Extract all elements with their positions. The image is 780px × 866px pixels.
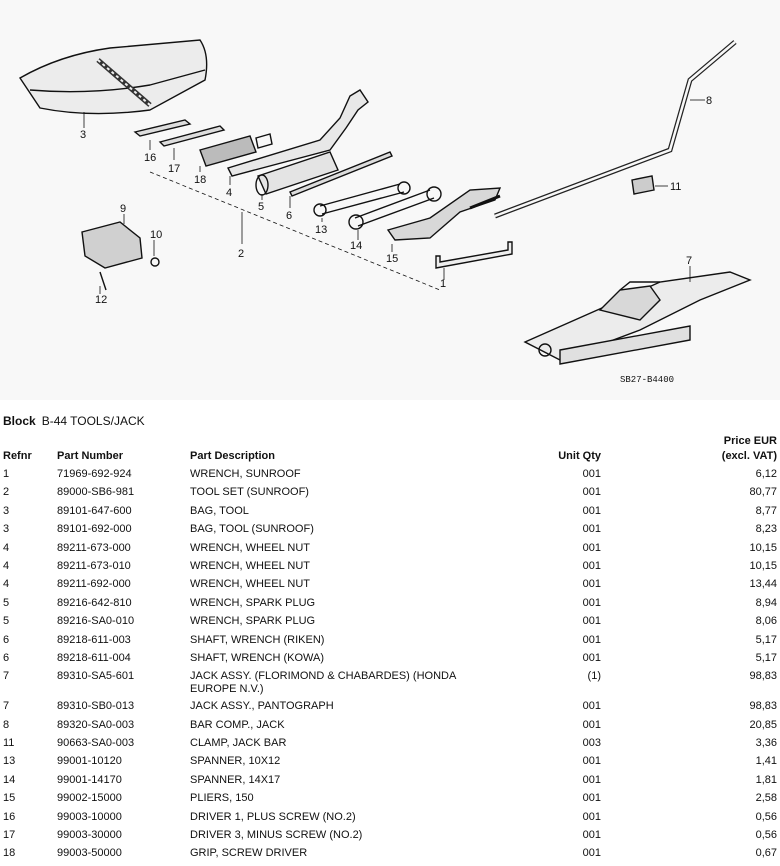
callout-8: 8 [706, 95, 713, 107]
callout-3: 3 [80, 129, 87, 141]
cell-description: CLAMP, JACK BAR [190, 737, 287, 750]
cell-part-number: 89218-611-003 [57, 633, 131, 646]
callout-5: 5 [258, 201, 265, 213]
cell-unit-qty: 001 [582, 633, 601, 646]
block-heading [3, 414, 145, 428]
table-row [0, 698, 780, 716]
cell-price: 80,77 [749, 486, 777, 499]
cell-part-number: 71969-692-924 [57, 468, 132, 480]
cell-price: 5,17 [755, 633, 777, 646]
cell-part-number: 89211-673-000 [57, 541, 131, 554]
table-row [0, 558, 780, 576]
cell-part-number: 89211-673-010 [57, 559, 131, 572]
table-row [0, 735, 780, 753]
cell-refnr: 16 [3, 810, 16, 823]
cell-description: PLIERS, 150 [190, 792, 254, 805]
cell-description: GRIP, SCREW DRIVER [190, 847, 308, 860]
callout-13: 13 [315, 224, 328, 236]
cell-price: 10,15 [749, 559, 777, 572]
cell-part-number: 99001-10120 [57, 755, 122, 768]
table-row [0, 613, 780, 631]
callout-7: 7 [686, 255, 693, 267]
cell-price: 20,85 [749, 718, 777, 731]
cell-unit-qty: 001 [582, 755, 601, 768]
table-row [0, 503, 780, 521]
cell-unit-qty: 001 [582, 468, 601, 480]
cell-part-number: 99003-50000 [57, 847, 122, 860]
callout-18: 18 [194, 174, 207, 186]
cell-unit-qty: 001 [582, 578, 601, 591]
cell-unit-qty: 001 [582, 773, 601, 786]
cell-description: JACK ASSY., PANTOGRAPH [190, 700, 334, 713]
cell-description: TOOL SET (SUNROOF) [190, 486, 309, 499]
cell-description: BAG, TOOL (SUNROOF) [190, 523, 314, 536]
cell-description: BAG, TOOL [190, 504, 249, 517]
diagram-code: SB27-B4400 [620, 375, 675, 385]
cell-refnr: 17 [3, 829, 16, 842]
cell-price: 2,58 [755, 792, 777, 805]
table-row [0, 466, 780, 484]
cell-refnr: 8 [3, 718, 10, 731]
cell-unit-qty: 001 [582, 718, 601, 731]
callout-6: 6 [286, 210, 293, 222]
cell-description: SHAFT, WRENCH (KOWA) [190, 651, 325, 664]
cell-unit-qty: 001 [582, 615, 601, 628]
cell-refnr: 3 [3, 504, 10, 517]
cell-refnr: 3 [3, 523, 10, 536]
cell-part-number: 89211-692-000 [57, 578, 131, 591]
header-price-line1: Price EUR [723, 435, 777, 447]
cell-description: SPANNER, 10X12 [190, 755, 281, 768]
table-row [0, 595, 780, 613]
table-row [0, 809, 780, 827]
cell-refnr: 4 [3, 541, 10, 554]
header-price-line2: (excl. VAT) [721, 450, 777, 462]
cell-refnr: 4 [3, 559, 10, 572]
callout-1: 1 [440, 278, 447, 290]
cell-price: 0,67 [755, 847, 777, 860]
cell-price: 3,36 [755, 737, 777, 750]
callout-11: 11 [670, 181, 682, 193]
cell-description: WRENCH, SPARK PLUG [190, 596, 316, 609]
cell-price: 10,15 [749, 541, 777, 554]
cell-price: 1,81 [755, 773, 777, 786]
cell-price: 13,44 [749, 578, 777, 591]
callout-14: 14 [350, 240, 363, 252]
parts-table [0, 434, 780, 864]
cell-refnr: 1 [3, 468, 10, 480]
cell-part-number: 89000-SB6-981 [57, 486, 135, 499]
cell-part-number: 89216-SA0-010 [57, 615, 135, 628]
cell-part-number: 99003-10000 [57, 810, 122, 823]
cell-price: 98,83 [749, 700, 777, 713]
cell-refnr: 6 [3, 633, 10, 646]
cell-part-number: 89101-647-600 [57, 504, 132, 517]
cell-price: 8,77 [755, 504, 777, 517]
cell-part-number: 89310-SA5-601 [57, 670, 135, 683]
cell-unit-qty: 001 [582, 810, 601, 823]
cell-refnr: 14 [3, 773, 16, 786]
cell-part-number: 89101-692-000 [57, 523, 132, 536]
table-row [0, 576, 780, 594]
cell-description: JACK ASSY. (FLORIMOND & CHABARDES) (HONDA EUROPE N.V.) [190, 670, 456, 695]
table-row [0, 753, 780, 771]
cell-refnr: 6 [3, 651, 10, 664]
cell-part-number: 99003-30000 [57, 829, 122, 842]
cell-refnr: 5 [3, 596, 10, 609]
cell-unit-qty: 001 [582, 700, 601, 713]
header-part-number: Part Number [57, 450, 124, 462]
cell-price: 8,06 [755, 615, 777, 628]
cell-unit-qty: 001 [582, 792, 601, 805]
block-value: B-44 TOOLS/JACK [41, 414, 145, 428]
cell-price: 8,23 [755, 523, 777, 536]
cell-refnr: 5 [3, 615, 10, 628]
cell-price: 98,83 [749, 670, 777, 683]
table-row [0, 790, 780, 808]
cell-description: WRENCH, WHEEL NUT [190, 578, 310, 591]
parts-diagram [0, 0, 780, 400]
table-row [0, 484, 780, 502]
cell-unit-qty: (1) [587, 670, 601, 683]
cell-unit-qty: 001 [582, 523, 601, 536]
cell-price: 6,12 [755, 468, 777, 480]
header-unit-qty: Unit Qty [558, 450, 601, 462]
table-row [0, 845, 780, 863]
cell-description: SHAFT, WRENCH (RIKEN) [190, 633, 325, 646]
table-header-row [0, 434, 780, 466]
cell-unit-qty: 001 [582, 559, 601, 572]
cell-description: DRIVER 3, MINUS SCREW (NO.2) [190, 829, 363, 842]
cell-description: DRIVER 1, PLUS SCREW (NO.2) [190, 810, 356, 823]
cell-description: WRENCH, WHEEL NUT [190, 559, 310, 572]
cell-unit-qty: 003 [582, 737, 601, 750]
callout-17: 17 [168, 163, 181, 175]
cell-description: BAR COMP., JACK [190, 718, 285, 731]
table-body [0, 466, 780, 864]
cell-unit-qty: 001 [582, 486, 601, 499]
cell-price: 5,17 [755, 651, 777, 664]
cell-refnr: 4 [3, 578, 10, 591]
cell-description: SPANNER, 14X17 [190, 773, 281, 786]
cell-unit-qty: 001 [582, 847, 601, 860]
header-price [606, 434, 780, 466]
cell-unit-qty: 001 [582, 541, 601, 554]
cell-price: 0,56 [755, 810, 777, 823]
table-row [0, 540, 780, 558]
callout-16: 16 [144, 152, 157, 164]
table-row [0, 668, 780, 698]
cell-unit-qty: 001 [582, 651, 601, 664]
cell-refnr: 2 [3, 486, 10, 499]
cell-refnr: 11 [3, 737, 15, 750]
callout-10: 10 [150, 229, 163, 241]
table-row [0, 632, 780, 650]
cell-part-number: 99001-14170 [57, 773, 122, 786]
cell-refnr: 15 [3, 792, 16, 805]
cell-part-number: 90663-SA0-003 [57, 737, 135, 750]
cell-part-number: 89218-611-004 [57, 651, 131, 664]
table-row [0, 650, 780, 668]
cell-refnr: 7 [3, 700, 10, 713]
cell-refnr: 7 [3, 670, 10, 683]
cell-description: WRENCH, SPARK PLUG [190, 615, 316, 628]
cell-description: WRENCH, SUNROOF [190, 468, 301, 480]
table-row [0, 521, 780, 539]
cell-description: WRENCH, WHEEL NUT [190, 541, 310, 554]
cell-part-number: 89310-SB0-013 [57, 700, 135, 713]
cell-part-number: 89320-SA0-003 [57, 718, 135, 731]
callout-9: 9 [120, 203, 127, 215]
header-refnr: Refnr [3, 450, 32, 462]
cell-price: 1,41 [755, 755, 777, 768]
cell-unit-qty: 001 [582, 596, 601, 609]
cell-price: 8,94 [755, 596, 777, 609]
table-row [0, 772, 780, 790]
table-row [0, 827, 780, 845]
header-part-description: Part Description [190, 450, 275, 462]
cell-part-number: 89216-642-810 [57, 596, 132, 609]
cell-price: 0,56 [755, 829, 777, 842]
block-label: Block [3, 414, 36, 428]
cell-unit-qty: 001 [582, 504, 601, 517]
cell-part-number: 99002-15000 [57, 792, 122, 805]
callout-2: 2 [238, 248, 245, 260]
table-row [0, 717, 780, 735]
cell-unit-qty: 001 [582, 829, 601, 842]
cell-refnr: 13 [3, 755, 16, 768]
callout-4: 4 [226, 187, 233, 199]
callout-12: 12 [95, 294, 108, 306]
cell-refnr: 18 [3, 847, 16, 860]
callout-15: 15 [386, 253, 399, 265]
